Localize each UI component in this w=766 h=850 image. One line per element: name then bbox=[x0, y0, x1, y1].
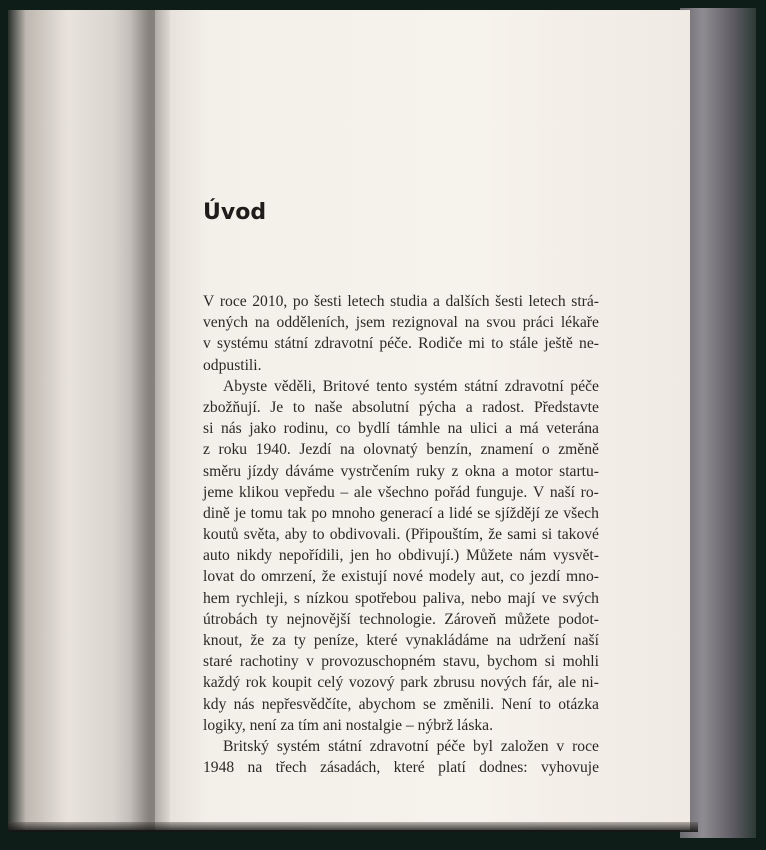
word: vepředu bbox=[284, 483, 335, 501]
word: udržení bbox=[519, 632, 566, 649]
word: nebo bbox=[471, 589, 502, 607]
word: vynakládáme bbox=[405, 632, 489, 649]
word: státní bbox=[274, 335, 309, 353]
word: letech bbox=[528, 293, 566, 310]
word: vyhovuje bbox=[540, 759, 599, 777]
page-bottom-shadow bbox=[8, 822, 698, 832]
word: šesti bbox=[495, 293, 523, 310]
word: naší bbox=[573, 632, 599, 649]
word: nás bbox=[220, 420, 242, 438]
word: má bbox=[519, 420, 539, 438]
word: knout, bbox=[203, 632, 243, 649]
word: aut, bbox=[481, 568, 505, 586]
word: to bbox=[312, 526, 325, 544]
word: do bbox=[239, 568, 256, 586]
text-line bbox=[203, 757, 599, 778]
text-line bbox=[203, 588, 599, 609]
word: v bbox=[203, 335, 211, 353]
word: Představte bbox=[533, 398, 599, 416]
text-line bbox=[203, 630, 599, 651]
word: je bbox=[234, 504, 246, 522]
word: 1948 bbox=[203, 759, 235, 777]
word: obdivovali. bbox=[329, 526, 401, 544]
word: práci bbox=[522, 314, 554, 332]
word: ze bbox=[544, 504, 559, 522]
word: si bbox=[544, 653, 556, 671]
text-line bbox=[203, 439, 599, 460]
word: věděli, bbox=[273, 377, 316, 395]
word: po bbox=[311, 504, 327, 522]
word: péče bbox=[436, 737, 466, 755]
word: na bbox=[496, 632, 512, 649]
word: dáváme bbox=[285, 462, 334, 480]
text-line bbox=[203, 566, 599, 587]
word: nových bbox=[480, 674, 527, 692]
word: koutů bbox=[203, 526, 239, 544]
word: jen bbox=[350, 547, 370, 565]
word: ty bbox=[293, 632, 306, 649]
word: státní bbox=[328, 737, 362, 755]
word: paliva, bbox=[422, 589, 465, 607]
word: svou bbox=[486, 314, 516, 332]
word: rychleji, bbox=[236, 589, 288, 607]
word: absolutní bbox=[352, 398, 410, 416]
chapter-title: Úvod bbox=[203, 200, 267, 225]
word: Abyste bbox=[223, 377, 268, 395]
word: v bbox=[556, 737, 565, 755]
word: útrobách bbox=[203, 610, 258, 628]
text-line: odpustili. bbox=[203, 356, 262, 374]
text-line bbox=[203, 291, 599, 312]
text-line bbox=[203, 545, 599, 566]
word: si bbox=[541, 526, 553, 544]
text-line bbox=[203, 333, 599, 354]
word: státní bbox=[464, 377, 499, 395]
text-line bbox=[203, 651, 599, 672]
word: lidé bbox=[449, 504, 473, 522]
word: zdravotní bbox=[504, 377, 564, 395]
word: po bbox=[292, 293, 309, 310]
word: zbožňují. bbox=[203, 398, 261, 416]
word: roku bbox=[218, 441, 248, 459]
word: okna bbox=[464, 462, 496, 480]
word: aby bbox=[284, 526, 308, 544]
word: to bbox=[491, 335, 504, 353]
word: směru bbox=[203, 462, 242, 480]
word: naše bbox=[314, 398, 343, 416]
word: nepřesvědčíte, bbox=[261, 695, 352, 713]
word: každý bbox=[203, 674, 241, 692]
word: tento bbox=[376, 377, 408, 395]
word: se bbox=[477, 504, 491, 522]
word: založen bbox=[500, 737, 549, 755]
text-line bbox=[203, 397, 599, 418]
word: jízdy bbox=[247, 462, 279, 480]
word: že bbox=[321, 568, 336, 586]
word: existují bbox=[341, 568, 388, 586]
word: rezignoval bbox=[392, 314, 458, 332]
word: rodinu, bbox=[283, 420, 329, 438]
word: tomu bbox=[250, 504, 283, 522]
word: studia bbox=[390, 293, 428, 310]
word: jako bbox=[249, 420, 277, 438]
word: lovat bbox=[203, 568, 235, 586]
word: bydlí bbox=[358, 420, 391, 438]
word: že bbox=[488, 526, 503, 544]
word: peníze, bbox=[313, 632, 359, 649]
word: nejnovější bbox=[286, 610, 351, 628]
word: Jezdí bbox=[299, 441, 332, 459]
word: odděleních, bbox=[276, 314, 349, 332]
word: si bbox=[203, 420, 214, 438]
word: s bbox=[293, 589, 300, 607]
word: o bbox=[541, 441, 550, 459]
word: Rodiče bbox=[418, 335, 463, 353]
word: které bbox=[366, 632, 398, 649]
word: spotřebou bbox=[354, 589, 417, 607]
word: světa, bbox=[243, 526, 280, 544]
text-line bbox=[203, 376, 599, 397]
word: můžete bbox=[504, 610, 550, 628]
word: kdy bbox=[203, 695, 227, 713]
word: změně bbox=[558, 441, 599, 459]
word: stavu, bbox=[442, 653, 480, 671]
word: Britové bbox=[322, 377, 370, 395]
word: nepořídili, bbox=[278, 547, 344, 565]
word: provozuschopném bbox=[321, 653, 436, 671]
word: které bbox=[393, 759, 425, 777]
word: mi bbox=[468, 335, 485, 353]
word: koupit bbox=[272, 674, 312, 692]
word: vysvět- bbox=[553, 547, 599, 565]
word: v bbox=[306, 653, 314, 671]
word: zbrusu bbox=[433, 674, 475, 692]
word: naší bbox=[549, 483, 575, 501]
text-line bbox=[203, 503, 599, 524]
word: obdivují.) bbox=[398, 547, 460, 565]
word: stále bbox=[509, 335, 539, 353]
word: ulici bbox=[469, 420, 498, 438]
word: co bbox=[335, 420, 351, 438]
word: se bbox=[423, 695, 437, 713]
word: ho bbox=[375, 547, 392, 565]
word: ty bbox=[266, 610, 279, 628]
word: otázka bbox=[558, 695, 599, 713]
word: auto bbox=[203, 547, 230, 565]
word: svých bbox=[562, 589, 599, 607]
word: ale bbox=[557, 674, 577, 692]
word: podot- bbox=[558, 610, 599, 628]
word: a bbox=[501, 462, 509, 480]
word: technologie. bbox=[359, 610, 436, 628]
word: třech bbox=[275, 759, 307, 777]
word: ale bbox=[353, 483, 373, 501]
word: roce bbox=[219, 293, 247, 310]
word: ro- bbox=[580, 483, 599, 501]
word: na bbox=[464, 314, 480, 332]
word: všechno bbox=[377, 483, 429, 501]
word: benzín, bbox=[426, 441, 472, 459]
word: mohli bbox=[562, 653, 599, 671]
word: lékaře bbox=[560, 314, 599, 332]
book-gutter bbox=[130, 10, 170, 830]
word: a bbox=[465, 398, 473, 416]
text-line bbox=[203, 418, 599, 439]
word: olovnatý bbox=[363, 441, 418, 459]
word: radost. bbox=[482, 398, 525, 416]
word: všech bbox=[563, 504, 599, 522]
word: ne- bbox=[579, 335, 599, 353]
word: letech bbox=[347, 293, 385, 310]
text-line bbox=[203, 461, 599, 482]
word: co bbox=[509, 568, 525, 586]
word: veterána bbox=[546, 420, 599, 438]
text-line bbox=[203, 736, 599, 757]
word: V bbox=[203, 293, 215, 310]
word: Britský bbox=[223, 737, 269, 755]
word: sjíždějí bbox=[494, 504, 540, 522]
word: vozový bbox=[348, 674, 395, 692]
text-line bbox=[203, 524, 599, 545]
word: ni- bbox=[581, 674, 599, 692]
word: že bbox=[250, 632, 265, 649]
word: za bbox=[272, 632, 286, 649]
word: nové bbox=[392, 568, 424, 586]
word: na bbox=[339, 441, 355, 459]
word: nás bbox=[233, 695, 255, 713]
word: rachotiny bbox=[239, 653, 299, 671]
word: omrzení, bbox=[261, 568, 317, 586]
word: klikou bbox=[238, 483, 279, 501]
book-cover-edge bbox=[680, 8, 756, 838]
word: to bbox=[292, 398, 306, 416]
word: 2010, bbox=[252, 293, 288, 310]
text-line bbox=[203, 694, 599, 715]
word: park bbox=[400, 674, 428, 692]
word: takové bbox=[557, 526, 599, 544]
word: Můžete bbox=[465, 547, 513, 565]
word: nám bbox=[519, 547, 547, 565]
word: abychom bbox=[358, 695, 416, 713]
word: startu- bbox=[559, 462, 599, 480]
word: dodnes: bbox=[479, 759, 528, 777]
word: ruky bbox=[416, 462, 445, 480]
word: zdravotní bbox=[369, 737, 429, 755]
word: funguje. bbox=[475, 483, 528, 501]
word: celý bbox=[317, 674, 344, 692]
word: na bbox=[447, 420, 463, 438]
word: to bbox=[538, 695, 551, 713]
word: fár, bbox=[531, 674, 553, 692]
word: vystrčením bbox=[340, 462, 410, 480]
word: generací bbox=[379, 504, 433, 522]
word: 1940. bbox=[255, 441, 291, 459]
word: dině bbox=[203, 504, 230, 522]
word: péče bbox=[570, 377, 599, 395]
word: rok bbox=[245, 674, 267, 692]
word: byl bbox=[473, 737, 493, 755]
word: bychom bbox=[487, 653, 538, 671]
word: pořád bbox=[434, 483, 471, 501]
word: roce bbox=[572, 737, 599, 755]
word: šesti bbox=[314, 293, 342, 310]
word: platí bbox=[438, 759, 466, 777]
text-line bbox=[203, 312, 599, 333]
word: támhle bbox=[397, 420, 441, 438]
word: mnoho bbox=[331, 504, 375, 522]
word: na bbox=[247, 759, 263, 777]
word: zásadách, bbox=[320, 759, 381, 777]
text-line: logiky, není za tím ani nostalgie – nýbrž láska. bbox=[203, 716, 493, 734]
word: a bbox=[437, 504, 445, 522]
word: systém bbox=[414, 377, 458, 395]
word: V bbox=[532, 483, 545, 501]
word: mají bbox=[507, 589, 536, 607]
word: dalších bbox=[445, 293, 490, 310]
word: mno- bbox=[566, 568, 599, 586]
text-line bbox=[203, 609, 599, 630]
word: ve bbox=[541, 589, 557, 607]
word: modely bbox=[428, 568, 476, 586]
word: nikdy bbox=[236, 547, 273, 565]
word: motor bbox=[515, 462, 553, 480]
word: péče. bbox=[379, 335, 412, 353]
word: změnili. bbox=[443, 695, 494, 713]
word: ještě bbox=[544, 335, 573, 353]
word: z bbox=[203, 441, 210, 459]
word: Je bbox=[270, 398, 284, 416]
word: strá- bbox=[571, 293, 599, 310]
word: nízkou bbox=[306, 589, 349, 607]
word: jezdí bbox=[530, 568, 561, 586]
word: z bbox=[451, 462, 459, 480]
word: systém bbox=[276, 737, 321, 755]
word: (Připouštím, bbox=[405, 526, 484, 544]
word: Není bbox=[501, 695, 532, 713]
word: vených bbox=[203, 314, 249, 332]
word: znamení bbox=[480, 441, 534, 459]
body-text bbox=[203, 291, 599, 778]
word: jsem bbox=[355, 314, 386, 332]
word: hem bbox=[203, 589, 230, 607]
word: – bbox=[340, 483, 349, 501]
word: a bbox=[505, 420, 513, 438]
text-line bbox=[203, 482, 599, 503]
word: sami bbox=[507, 526, 537, 544]
word: Zároveň bbox=[444, 610, 497, 628]
word: zdravotní bbox=[314, 335, 374, 353]
word: jeme bbox=[203, 483, 234, 501]
word: pýcha bbox=[418, 398, 457, 416]
text-line bbox=[203, 672, 599, 693]
word: tak bbox=[287, 504, 307, 522]
word: staré bbox=[203, 653, 233, 671]
word: systému bbox=[217, 335, 269, 353]
word: na bbox=[254, 314, 270, 332]
word: a bbox=[432, 293, 440, 310]
